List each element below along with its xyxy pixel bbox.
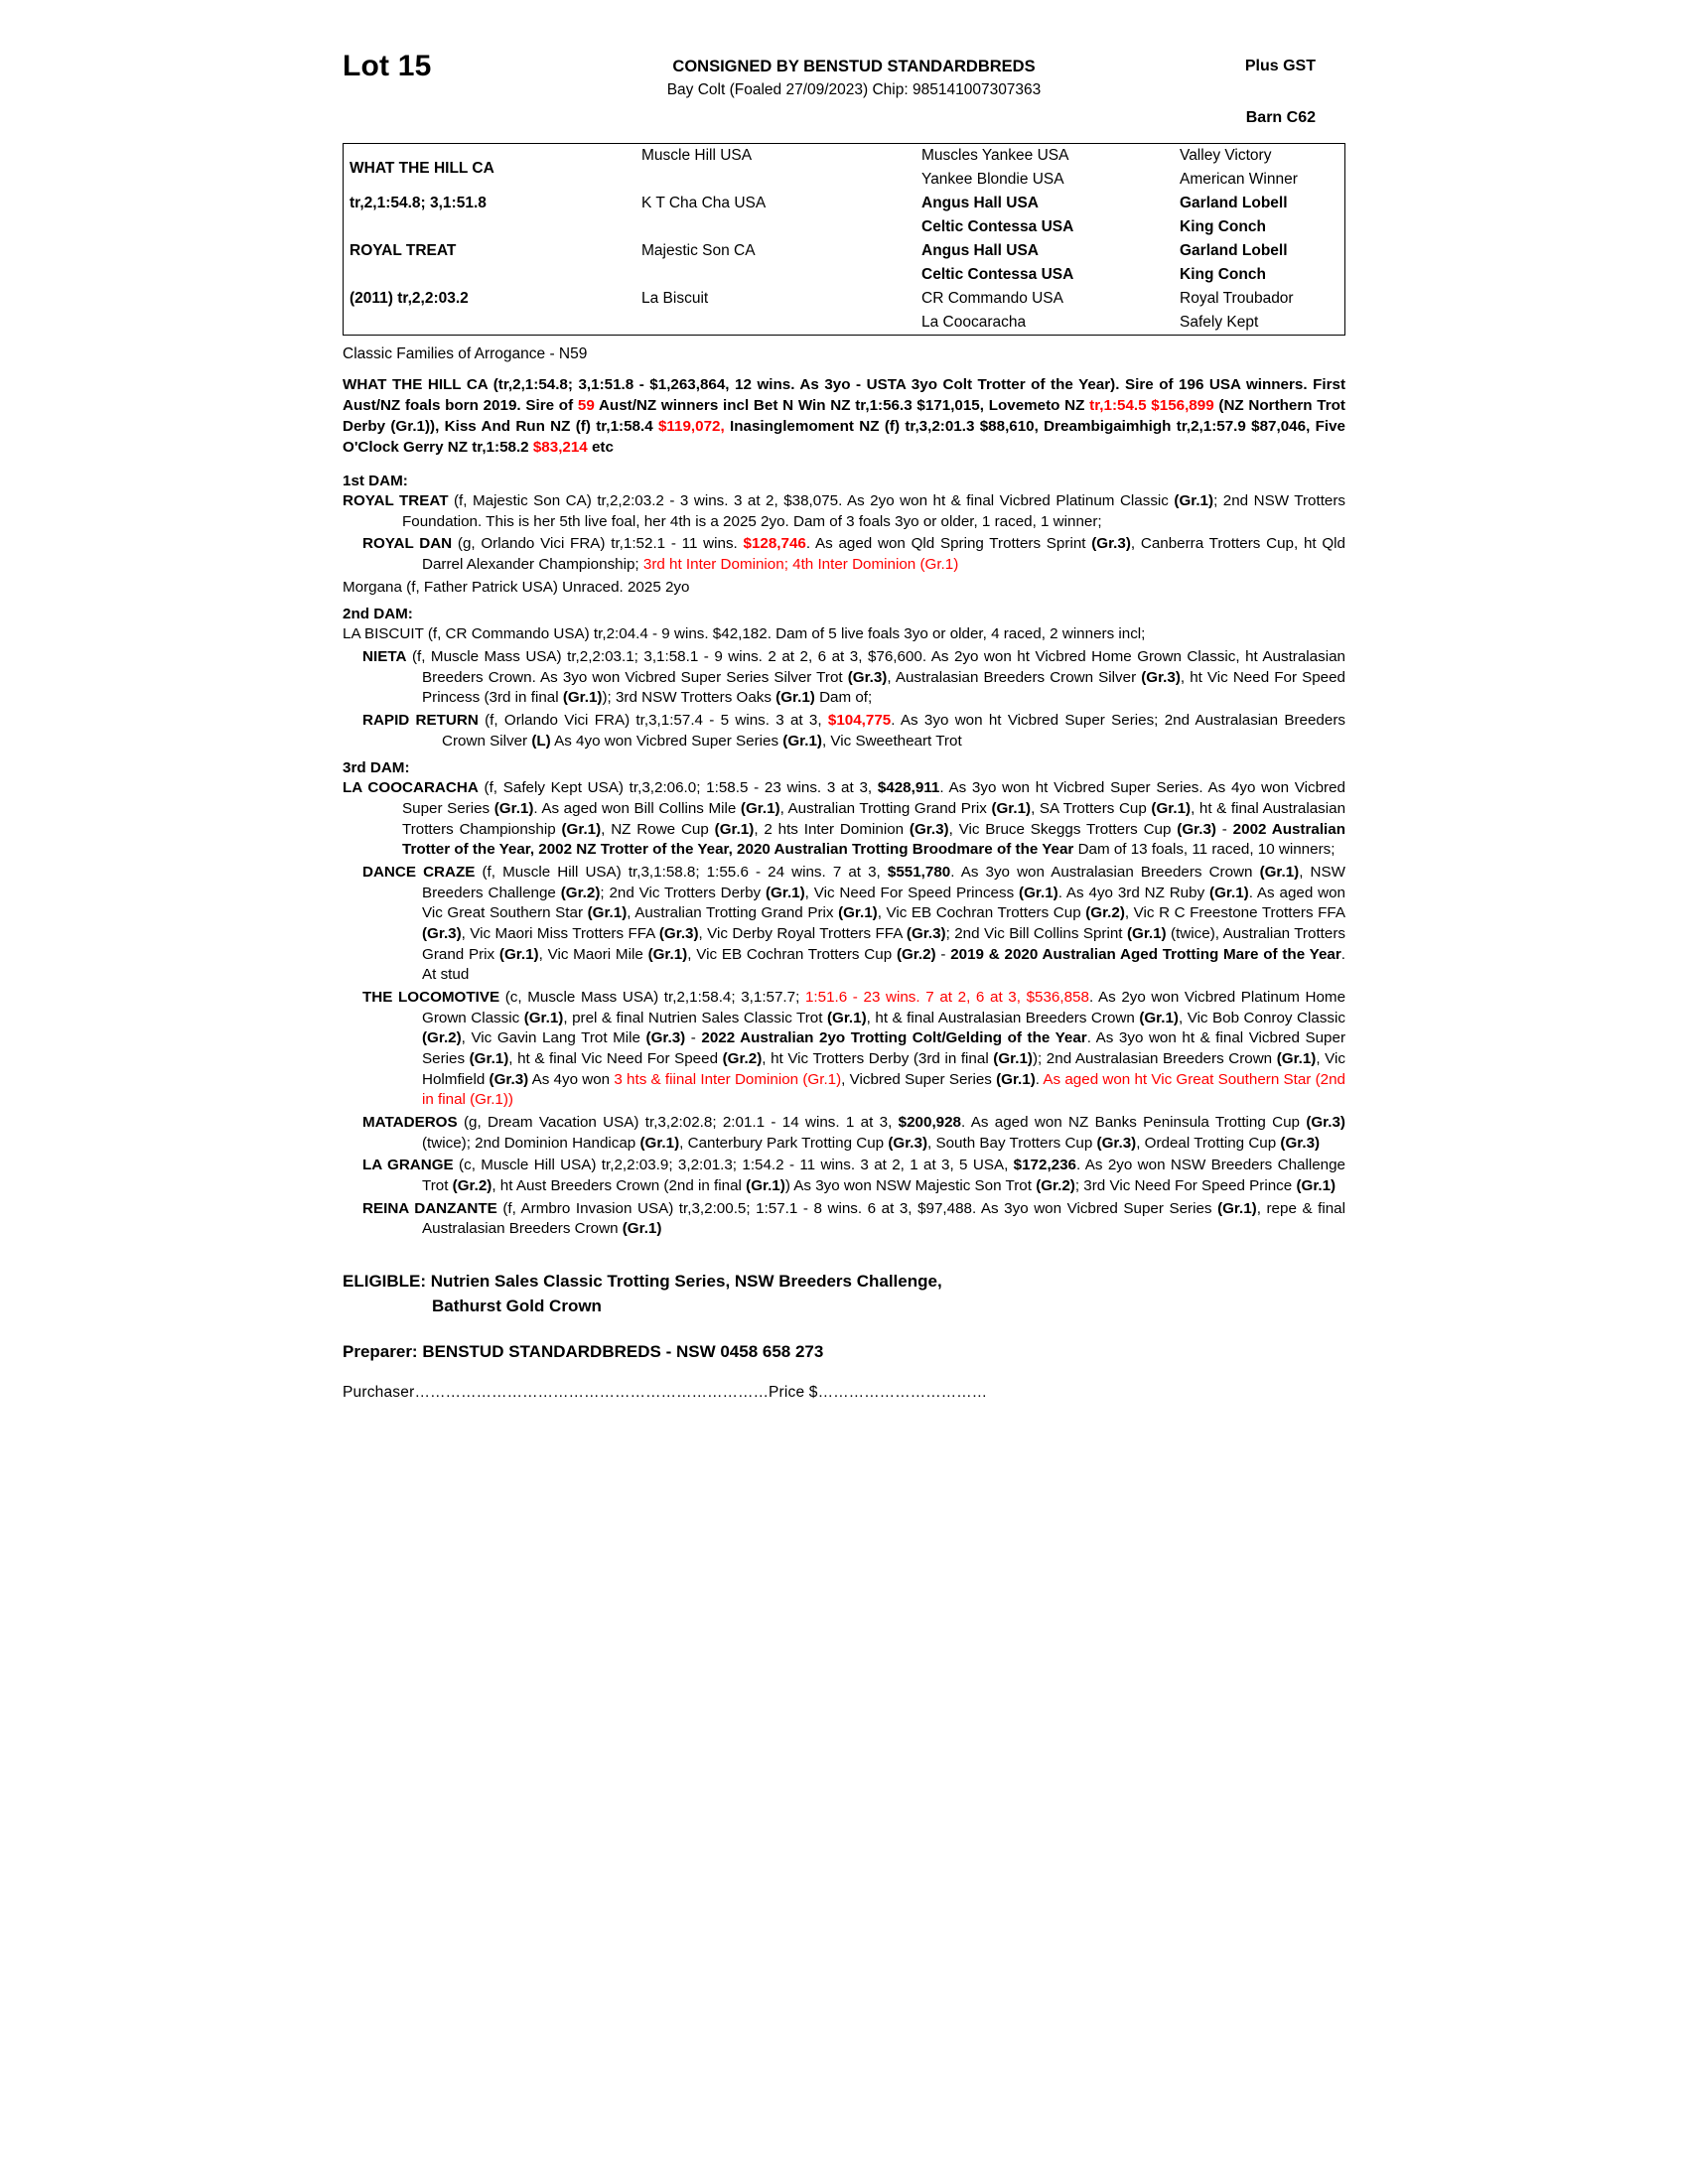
entry-text: ; 2nd Vic Bill Collins Sprint (945, 924, 1127, 942)
earnings: $172,236 (1013, 1157, 1077, 1174)
pedigree-cell: Valley Victory (1180, 147, 1272, 164)
result-highlight: 3rd ht Inter Dominion; 4th Inter Dominion (Gr.1) (642, 555, 959, 573)
grade-tag: (Gr.1) (766, 884, 805, 901)
record-highlight: 1:51.6 - 23 wins. 7 at 2, 6 at 3, $536,858 (804, 988, 1089, 1006)
sire-time: tr,2,1:54.8; 3,1:51.8 (350, 195, 487, 211)
pedigree-cell: Muscles Yankee USA (921, 147, 1069, 164)
entry-text: . As 2yo won NSW Breeders Challenge Trot (422, 1157, 1346, 1195)
grade-tag: (Gr.3) (658, 924, 699, 942)
grade-tag: (Gr.1) (1209, 884, 1249, 901)
entry-text: , ht Vic Need For Speed Princess (3rd in final (422, 668, 1345, 707)
entry-text: , Vic Gavin Lang Trot Mile (461, 1029, 646, 1047)
entry-text: (c, Muscle Mass USA) tr,2,1:58.4; 3,1:57.7; (499, 988, 805, 1006)
grade-tag: (Gr.3) (906, 924, 946, 942)
entry-text: . (1035, 1070, 1044, 1088)
entry-text: , Vic Derby Royal Trotters FFA (698, 924, 907, 942)
entry-text: , Vic Maori Mile (538, 945, 648, 963)
purchaser-dots: …………………………………………………………… (414, 1384, 769, 1402)
entry-text: ; 3rd Vic Need For Speed Prince (1074, 1177, 1297, 1195)
entry-text: As 4yo won (528, 1070, 615, 1088)
grade-tag: (Gr.3) (422, 924, 462, 942)
sire-highlight-2: tr,1:54.5 $156,899 (1089, 396, 1214, 414)
third-dam-heading: 3rd DAM: (343, 759, 410, 777)
purchaser-line (343, 1384, 1345, 1402)
entry-text: , prel & final Nutrien Sales Classic Trot (563, 1009, 827, 1026)
grade-tag: (Gr.3) (645, 1029, 686, 1047)
entry-rapid-return (343, 711, 1345, 751)
entry-text: , Vic Bob Conroy Classic (1178, 1009, 1345, 1026)
catalogue-sheet (343, 40, 1345, 1402)
entry-text: ; 2nd NSW Trotters Foundation. This is her 5th live foal, her 4th is a 2025 2yo. Dam of 3 foals 3yo or older, 1 raced, 1 winner; (402, 491, 1346, 530)
sire-text-3: (NZ Northern Trot Derby (Gr.1)), Kiss And Run NZ (f) tr,1:58.4 (343, 396, 1345, 435)
entry-text: . As aged won NZ Banks Peninsula Trotting Cup (961, 1114, 1307, 1132)
earnings-highlight: $104,775 (827, 711, 892, 729)
entry-text: , ht Vic Trotters Derby (3rd in final (762, 1050, 994, 1067)
result-highlight: 3 hts & fiinal Inter Dominion (Gr.1) (614, 1070, 842, 1088)
entry-text: ) As 3yo won NSW Majestic Son Trot (784, 1177, 1037, 1195)
grade-tag: (Gr.1) (1259, 863, 1300, 881)
grade-tag: (Gr.1) (1019, 884, 1058, 901)
entry-name: LA BISCUIT (343, 625, 424, 643)
grade-tag: (Gr.1) (782, 732, 822, 750)
entry-reina-danzante (343, 1199, 1345, 1240)
entry-text: , ht & final Australasian Trotters Championship (402, 799, 1346, 838)
entry-morgana: Morgana (f, Father Patrick USA) Unraced. 2025 2yo (343, 578, 690, 596)
entry-text: , ht & final Australasian Breeders Crown (866, 1009, 1140, 1026)
entry-text: , Vic EB Cochran Trotters Cup (877, 904, 1086, 922)
grade-tag: (Gr.1) (826, 1009, 867, 1026)
grade-tag: (Gr.1) (523, 1009, 564, 1026)
entry-the-locomotive (343, 988, 1345, 1111)
entry-text: , Canberra Trotters Cup, ht Qld Darrel Alexander Championship; (422, 535, 1346, 573)
entry-text: , Vic Sweetheart Trot (821, 732, 962, 750)
sire-highlight-3: $119,072, (657, 417, 725, 435)
entry-text: , Vic Need For Speed Princess (804, 884, 1020, 901)
pedigree-cell: CR Commando USA (921, 290, 1063, 307)
entry-text: , Vic R C Freestone Trotters FFA (1124, 904, 1345, 922)
sire-text-5: etc (587, 438, 614, 456)
pedigree-cell: Muscle Hill USA (641, 147, 753, 164)
entry-text: - (685, 1029, 702, 1047)
entry-text: , SA Trotters Cup (1031, 799, 1152, 817)
sire-name: WHAT THE HILL CA (350, 160, 494, 177)
award-text: 2022 Australian 2yo Trotting Colt/Gelding of the Year (701, 1029, 1087, 1047)
grade-tag: (Gr.1) (1296, 1177, 1336, 1195)
entry-text: (f, CR Commando USA) tr,2:04.4 - 9 wins. $42,182. Dam of 5 live foals 3yo or older, 4 raced, 2 winners incl; (423, 625, 1146, 643)
grade-tag: (Gr.1) (838, 904, 878, 922)
first-dam-heading: 1st DAM: (343, 472, 408, 489)
pedigree-cell: Yankee Blondie USA (921, 171, 1064, 188)
entry-text: , NSW Breeders Challenge (422, 863, 1345, 901)
earnings-highlight: $128,746 (743, 535, 806, 553)
grade-tag: (Gr.3) (1141, 668, 1181, 686)
award-text: 2002 Australian Trotter of the Year, 2002 NZ Trotter of the Year, 2020 Australian Trotting Broodmare of the Year (402, 820, 1345, 859)
grade-tag: (Gr.1) (587, 904, 628, 922)
entry-text: , Australasian Breeders Crown Silver (887, 668, 1142, 686)
entry-text: ); 2nd Australasian Breeders Crown (1032, 1050, 1277, 1067)
entry-text: . As 3yo won Australasian Breeders Crown (950, 863, 1260, 881)
entry-text: (f, Safely Kept USA) tr,3,2:06.0; 1:58.5 - 23 wins. 3 at 3, (478, 779, 878, 797)
pedigree-cell: Celtic Contessa USA (921, 266, 1074, 283)
grade-tag: (Gr.3) (1177, 820, 1216, 838)
sire-highlight-1: 59 (577, 396, 595, 414)
entry-name: MATADEROS (362, 1114, 458, 1132)
entry-text: Dam of 13 foals, 11 raced, 10 winners; (1073, 841, 1336, 859)
entry-text: . As 4yo 3rd NZ Ruby (1057, 884, 1210, 901)
entry-text: (f, Muscle Hill USA) tr,3,1:58.8; 1:55.6 - 24 wins. 7 at 3, (475, 863, 888, 881)
entry-text: , Ordeal Trotting Cup (1136, 1134, 1281, 1152)
entry-text: , Vic Maori Miss Trotters FFA (461, 924, 659, 942)
entry-mataderos (343, 1113, 1345, 1154)
grade-tag: (Gr.2) (722, 1050, 763, 1067)
dam-name: ROYAL TREAT (350, 242, 457, 259)
horse-description: Bay Colt (Foaled 27/09/2023) Chip: 985141007307363 (666, 81, 1042, 98)
result-highlight: As aged won ht Vic Great Southern Star (2nd in final (Gr.1)) (422, 1070, 1345, 1109)
entry-text: (g, Dream Vacation USA) tr,3,2:02.8; 2:01.1 - 14 wins. 1 at 3, (457, 1114, 899, 1132)
pedigree-cell: Garland Lobell (1180, 195, 1288, 211)
grade-tag: (Gr.1) (647, 945, 688, 963)
entry-name: REINA DANZANTE (362, 1199, 497, 1217)
entry-text: , 2 hts Inter Dominion (754, 820, 910, 838)
entry-text: , repe & final Australasian Breeders Crown (422, 1199, 1345, 1238)
entry-text: (f, Muscle Mass USA) tr,2,2:03.1; 3,1:58.1 - 9 wins. 2 at 2, 6 at 3, $76,600. As 2yo won ht Vicbred Home Grown Classic, ht Australasian Breeders Crown. As 3yo won Vicbred Super Series Silver Trot (406, 647, 1345, 686)
preparer-line: Preparer: BENSTUD STANDARDBREDS - NSW 0458 658 273 (343, 1342, 824, 1362)
grade-tag: (Gr.1) (469, 1050, 509, 1067)
grade-tag: (Gr.3) (909, 820, 949, 838)
entry-text: , Canterbury Park Trotting Cup (679, 1134, 889, 1152)
entry-text: , Australian Trotting Grand Prix (779, 799, 992, 817)
eligible-line-2: Bathurst Gold Crown (432, 1296, 602, 1315)
entry-name: DANCE CRAZE (362, 863, 476, 881)
entry-text: ); 3rd NSW Trotters Oaks (602, 689, 776, 707)
table-row (344, 239, 1394, 263)
entry-text: . As 3yo won ht Vicbred Super Series. As 4yo won Vicbred Super Series (402, 779, 1345, 817)
sire-text-1: WHAT THE HILL CA (tr,2,1:54.8; 3,1:51.8 - $1,263,864, 12 wins. As 3yo - USTA 3yo Colt Trotter of the Year). Sire of 196 USA winners. First Aust/NZ foals born 2019. Sire of (343, 376, 1345, 414)
grade-tag: (Gr.1) (622, 1220, 662, 1238)
earnings: $428,911 (877, 779, 940, 797)
entry-text: , ht Aust Breeders Crown (2nd in final (492, 1177, 747, 1195)
price-dots-2: ………… (925, 1384, 988, 1402)
entry-text: , Vic Bruce Skeggs Trotters Cup (948, 820, 1178, 838)
entry-text: (twice); 2nd Dominion Handicap (422, 1134, 640, 1152)
pedigree-cell: King Conch (1180, 266, 1266, 283)
grade-tag: (Gr.1) (1126, 924, 1167, 942)
entry-text: Dam of; (814, 689, 873, 707)
pedigree-cell: K T Cha Cha USA (641, 195, 767, 211)
grade-tag: (Gr.1) (1151, 799, 1192, 817)
grade-tag: (Gr.1) (996, 1070, 1036, 1088)
entry-text: (twice), Australian Trotters Grand Prix (422, 924, 1345, 963)
entry-text: , South Bay Trotters Cup (927, 1134, 1097, 1152)
pedigree-cell: Safely Kept (1180, 314, 1259, 331)
entry-text: . As aged won Bill Collins Mile (533, 799, 741, 817)
entry-royal-dan (343, 534, 1345, 575)
dam-time: (2011) tr,2,2:03.2 (350, 290, 469, 307)
entry-text: , NZ Rowe Cup (601, 820, 715, 838)
entry-text: , ht & final Vic Need For Speed (508, 1050, 723, 1067)
award-text: 2019 & 2020 Australian Aged Trotting Mare of the Year (950, 945, 1341, 963)
entry-la-grange (343, 1156, 1345, 1196)
grade-tag: (Gr.2) (1036, 1177, 1075, 1195)
grade-tag: (Gr.1) (1174, 491, 1214, 509)
grade-tag: (Gr.1) (493, 799, 534, 817)
second-dam-heading: 2nd DAM: (343, 606, 413, 623)
pedigree-cell: La Coocaracha (921, 314, 1027, 331)
grade-tag: (Gr.1) (639, 1134, 680, 1152)
grade-tag: (Gr.1) (561, 820, 602, 838)
pedigree-cell (635, 215, 915, 239)
pedigree-cell: Celtic Contessa USA (921, 218, 1074, 235)
grade-tag: (Gr.1) (993, 1050, 1033, 1067)
entry-text: As 4yo won Vicbred Super Series (550, 732, 783, 750)
entry-text: . As 3yo won ht & final Vicbred Super Series (422, 1029, 1346, 1067)
grade-tag: (Gr.3) (847, 668, 888, 686)
grade-tag: (Gr.1) (1217, 1199, 1257, 1217)
grade-tag: (Gr.2) (560, 884, 601, 901)
grade-tag: (Gr.1) (991, 799, 1032, 817)
table-row (344, 287, 1394, 311)
table-row (344, 192, 1394, 215)
entry-name: LA COOCARACHA (343, 779, 479, 797)
grade-tag: (Gr.3) (1306, 1114, 1345, 1132)
entry-name: RAPID RETURN (362, 711, 479, 729)
earnings: $200,928 (898, 1114, 962, 1132)
entry-text: (f, Armbro Invasion USA) tr,3,2:00.5; 1:57.1 - 8 wins. 6 at 3, $97,488. As 3yo won Vicbred Super Series (496, 1199, 1218, 1217)
grade-tag: (Gr.2) (1085, 904, 1125, 922)
eligible-block (343, 1270, 1345, 1318)
grade-tag: (Gr.1) (498, 945, 539, 963)
entry-text: ; 2nd Vic Trotters Derby (600, 884, 766, 901)
grade-tag: (Gr.2) (422, 1029, 462, 1047)
entry-name: THE LOCOMOTIVE (362, 988, 500, 1006)
grade-tag: (Gr.1) (746, 1177, 785, 1195)
grade-tag: (Gr.3) (1091, 535, 1131, 553)
sire-paragraph (343, 375, 1345, 459)
grade-tag: (Gr.1) (1276, 1050, 1317, 1067)
classic-families-line: Classic Families of Arrogance - N59 (343, 345, 588, 362)
entry-name: ROYAL DAN (362, 535, 453, 553)
entry-text: . As 2yo won Vicbred Platinum Home Grown Classic (422, 988, 1346, 1026)
pedigree-cell: Royal Troubador (1180, 290, 1294, 307)
grade-tag: (Gr.3) (489, 1070, 529, 1088)
entry-text: - (1215, 820, 1233, 838)
entry-text: (f, Majestic Son CA) tr,2,2:03.2 - 3 wins. 3 at 2, $38,075. As 2yo won ht & final Vicbred Platinum Classic (448, 491, 1175, 509)
entry-dance-craze (343, 863, 1345, 986)
entry-la-coocaracha (343, 778, 1345, 861)
table-row (344, 144, 1394, 168)
consignor-line: CONSIGNED BY BENSTUD STANDARDBREDS (672, 58, 1036, 75)
entry-text: , Vic Holmfield (422, 1050, 1345, 1088)
entry-text: (c, Muscle Hill USA) tr,2,2:03.9; 3,2:01.3; 1:54.2 - 11 wins. 3 at 2, 1 at 3, 5 USA, (453, 1157, 1014, 1174)
pedigree-cell (635, 168, 915, 192)
sire-highlight-4: $83,214 (532, 438, 588, 456)
grade-tag: (Gr.3) (888, 1134, 928, 1152)
pedigree-cell (635, 311, 915, 335)
pedigree-cell: La Biscuit (641, 290, 709, 307)
entry-name: NIETA (362, 647, 407, 665)
earnings: $551,780 (887, 863, 951, 881)
entry-la-biscuit (343, 624, 1345, 645)
entry-text: (f, Orlando Vici FRA) tr,3,1:57.4 - 5 wins. 3 at 3, (478, 711, 828, 729)
pedigree-cell: Angus Hall USA (921, 195, 1039, 211)
entry-name: ROYAL TREAT (343, 491, 449, 509)
pedigree-cell: American Winner (1180, 171, 1298, 188)
grade-tag: (Gr.3) (1096, 1134, 1137, 1152)
entry-text: , Vicbred Super Series (841, 1070, 997, 1088)
grade-tag: (Gr.3) (1280, 1134, 1321, 1152)
barn-label: Barn C62 (1245, 109, 1316, 126)
page-header (343, 40, 1345, 135)
entry-royal-treat (343, 491, 1345, 532)
grade-tag: (Gr.2) (452, 1177, 492, 1195)
pedigree-cell: Angus Hall USA (921, 242, 1039, 259)
grade-tag: (Gr.1) (1139, 1009, 1179, 1026)
entry-name: LA GRANGE (362, 1157, 454, 1174)
purchaser-label: Purchaser (343, 1384, 415, 1402)
entry-text: . As aged won Vic Great Southern Star (422, 884, 1345, 922)
pedigree-cell: King Conch (1180, 218, 1266, 235)
grade-tag: (Gr.1) (740, 799, 780, 817)
price-label: Price $ (768, 1384, 818, 1402)
price-dots: ………………… (817, 1384, 926, 1402)
grade-tag: (Gr.2) (896, 945, 936, 963)
entry-text: . As aged won Qld Spring Trotters Sprint (805, 535, 1092, 553)
entry-nieta (343, 647, 1345, 709)
entry-text: . As 3yo won ht Vicbred Super Series; 2nd Australasian Breeders Crown Silver (442, 711, 1345, 750)
plus-gst-label: Plus GST (1244, 58, 1316, 74)
entry-text: , Australian Trotting Grand Prix (627, 904, 839, 922)
pedigree-cell: Majestic Son CA (641, 242, 756, 259)
pedigree-cell: Garland Lobell (1180, 242, 1288, 259)
grade-tag: (Gr.1) (775, 689, 815, 707)
lot-number: Lot 15 (343, 50, 432, 82)
entry-text: , Vic EB Cochran Trotters Cup (687, 945, 897, 963)
entry-text: - (935, 945, 951, 963)
entry-text: . At stud (422, 945, 1345, 984)
entry-text: (g, Orlando Vici FRA) tr,1:52.1 - 11 wins. (452, 535, 744, 553)
grade-tag: (L) (531, 732, 551, 750)
sire-text-4: Inasinglemoment NZ (f) tr,3,2:01.3 $88,610, Dreambigaimhigh tr,2,1:57.9 $87,046, Five O'Clock Gerry NZ tr,1:58.2 (343, 417, 1345, 456)
pedigree-table (343, 143, 1345, 336)
grade-tag: (Gr.1) (714, 820, 755, 838)
pedigree-cell (635, 263, 915, 287)
grade-tag: (Gr.1) (562, 689, 603, 707)
sire-text-2: Aust/NZ winners incl Bet N Win NZ tr,1:56.3 $171,015, Lovemeto NZ (594, 396, 1090, 414)
eligible-line-1: ELIGIBLE: Nutrien Sales Classic Trotting Series, NSW Breeders Challenge, (343, 1272, 942, 1292)
